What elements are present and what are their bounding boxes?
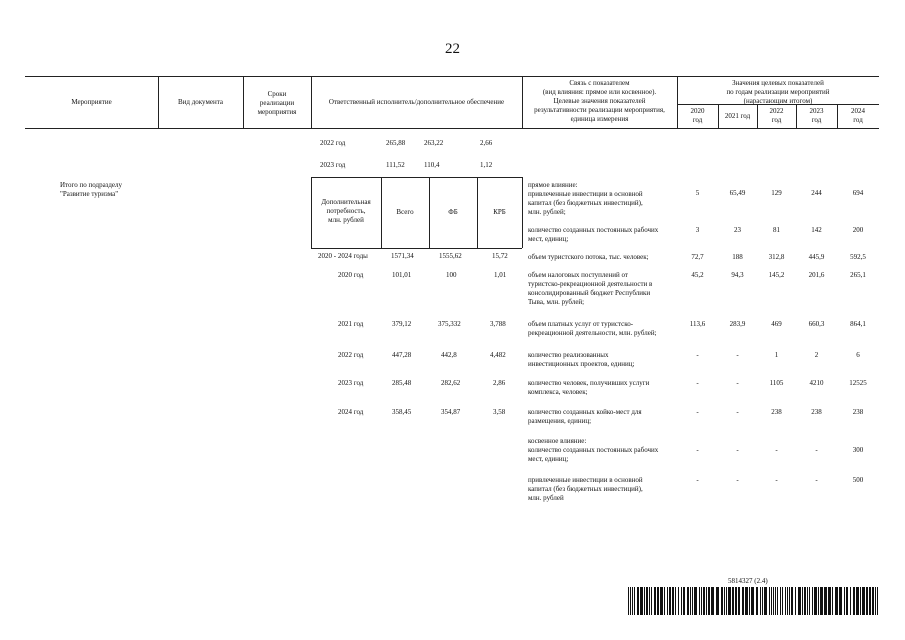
indicator-value: 94,3 — [731, 271, 744, 279]
top-row-year: 2023 год — [320, 161, 346, 169]
barcode-bar — [846, 587, 848, 615]
header-year-2022: 2022 год — [769, 107, 784, 124]
header-terms: Сроки реализации мероприятия — [257, 90, 297, 116]
barcode-bar — [644, 587, 645, 615]
barcode-bar — [809, 587, 810, 615]
indicator-value: - — [696, 351, 699, 359]
barcode-bar — [872, 587, 874, 615]
indicator-value: - — [775, 476, 778, 484]
extra-row-value: 447,28 — [392, 351, 412, 359]
header-indicator-link: Связь с показателем (вид влияния: прямое или косвенное). Целевые значения показателей результативности реализации мероприятия, единица измерения — [534, 79, 665, 123]
barcode-bar — [701, 587, 702, 615]
indicator-value: 2 — [814, 351, 819, 359]
barcode-bar — [782, 587, 783, 615]
barcode-bar — [789, 587, 790, 615]
barcode-bar — [824, 587, 827, 615]
barcode-bar — [869, 587, 871, 615]
extra-row-value: 15,72 — [492, 252, 508, 260]
indicator-value: 4210 — [809, 379, 824, 387]
barcode-bar — [632, 587, 633, 615]
indicator-text: количество созданных постоянных рабочих мест, единиц; — [528, 226, 659, 243]
extra-need-divider — [522, 177, 523, 248]
barcode-bar — [828, 587, 831, 615]
header-activity: Мероприятие — [71, 98, 112, 106]
extra-row-value: 1,01 — [494, 271, 507, 279]
barcode-bar — [751, 587, 754, 615]
indicator-value: - — [696, 408, 699, 416]
barcode-bar — [657, 587, 659, 615]
header-year-2024: 2024 год — [851, 107, 865, 124]
indicator-value: 23 — [734, 226, 741, 234]
barcode-bar — [660, 587, 663, 615]
header-top-rule — [25, 76, 879, 77]
extra-row-value: 1555,62 — [439, 252, 462, 260]
indicator-value: 145,2 — [768, 271, 785, 279]
header-target-values: Значения целевых показателей по годам реализации мероприятий (нарастающим итогом) — [726, 79, 830, 105]
extra-need-fb: ФБ — [448, 208, 458, 216]
indicator-value: 265,1 — [850, 271, 866, 279]
barcode-image — [628, 587, 878, 615]
indicator-value: 45,2 — [691, 271, 704, 279]
indicator-value: 188 — [732, 253, 743, 261]
top-row-value: 110,4 — [424, 161, 440, 169]
extra-row-year: 2020 - 2024 годы — [318, 252, 368, 260]
barcode-bar — [787, 587, 788, 615]
indicator-value: 312,8 — [768, 253, 785, 261]
indicator-value: - — [736, 446, 739, 454]
barcode-bar — [860, 587, 861, 615]
indicator-text: прямое влияние: привлеченные инвестиции в основной капитал (без бюджетных инвестиций), млн. рублей; — [528, 181, 643, 216]
barcode-bar — [664, 587, 665, 615]
indicator-value: - — [815, 446, 818, 454]
header-executor: Ответственный исполнитель/дополнительное обеспечение — [328, 98, 505, 106]
barcode-bar — [756, 587, 758, 615]
indicator-text: количество созданных койко-мест для размещения, единиц; — [528, 408, 642, 425]
extra-row-value: 282,62 — [441, 379, 461, 387]
extra-row-year: 2024 год — [338, 408, 364, 416]
indicator-value: - — [696, 379, 699, 387]
extra-row-value: 285,48 — [392, 379, 412, 387]
barcode-bar — [802, 587, 803, 615]
barcode-bar — [798, 587, 801, 615]
header-year-2020: 2020 год — [690, 107, 705, 124]
indicator-value: 864,1 — [850, 320, 866, 328]
indicator-value: 142 — [811, 226, 822, 234]
barcode-bar — [681, 587, 682, 615]
extra-row-year: 2020 год — [338, 271, 364, 279]
barcode-bar — [785, 587, 786, 615]
indicator-value: - — [696, 476, 699, 484]
barcode-bar — [694, 587, 697, 615]
extra-need-krb: КРБ — [493, 208, 506, 216]
indicator-value: - — [775, 446, 778, 454]
indicator-value: 238 — [811, 408, 822, 416]
barcode-bar — [877, 587, 878, 615]
extra-row-value: 4,482 — [490, 351, 506, 359]
barcode-bar — [850, 587, 851, 615]
extra-row-value: 375,332 — [438, 320, 461, 328]
barcode-bar — [738, 587, 740, 615]
indicator-value: 445,9 — [808, 253, 825, 261]
barcode-bar — [699, 587, 700, 615]
barcode-bar — [771, 587, 772, 615]
barcode-bar — [804, 587, 806, 615]
barcode-bar — [628, 587, 629, 615]
header-year-2021: 2021 год — [724, 112, 751, 120]
indicator-value: 5 — [695, 189, 700, 197]
barcode-bar — [814, 587, 817, 615]
barcode-bar — [726, 587, 727, 615]
barcode-bar — [667, 587, 668, 615]
barcode-bar — [672, 587, 674, 615]
extra-row-value: 358,45 — [392, 408, 412, 416]
barcode-bar — [862, 587, 865, 615]
top-row-value: 263,22 — [424, 139, 444, 147]
indicator-value: 1105 — [769, 379, 784, 387]
barcode-bar — [844, 587, 845, 615]
barcode-bar — [637, 587, 639, 615]
barcode-bar — [721, 587, 723, 615]
extra-row-year: 2021 год — [338, 320, 364, 328]
barcode-bar — [649, 587, 650, 615]
barcode-bar — [706, 587, 707, 615]
barcode-bar — [678, 587, 679, 615]
barcode-bar — [795, 587, 796, 615]
indicator-value: 3 — [695, 226, 700, 234]
indicator-value: 6 — [856, 351, 860, 359]
extra-row-value: 379,12 — [392, 320, 412, 328]
document-code: 5814327 (2.4) — [728, 577, 768, 585]
barcode-bar — [760, 587, 761, 615]
barcode-bar — [640, 587, 643, 615]
barcode-bar — [791, 587, 793, 615]
indicator-value: - — [736, 476, 739, 484]
barcode-bar — [853, 587, 855, 615]
barcode-bar — [654, 587, 656, 615]
barcode-bar — [807, 587, 808, 615]
header-bottom-rule — [25, 128, 879, 129]
extra-row-value: 101,01 — [392, 271, 412, 279]
extra-row-value: 442,8 — [441, 351, 457, 359]
barcode-bar — [832, 587, 833, 615]
top-row-value: 111,52 — [386, 161, 405, 169]
indicator-value: 200 — [852, 226, 864, 234]
barcode-bar — [745, 587, 748, 615]
barcode-bar — [820, 587, 823, 615]
indicator-value: - — [736, 351, 739, 359]
indicator-value: 238 — [852, 408, 864, 416]
indicator-value: 65,49 — [729, 189, 746, 197]
indicator-value: 1 — [774, 351, 779, 359]
indicator-value: 694 — [852, 189, 864, 197]
indicator-value: - — [696, 446, 699, 454]
barcode-bar — [866, 587, 868, 615]
barcode-bar — [777, 587, 778, 615]
barcode-bar — [687, 587, 689, 615]
barcode-bar — [769, 587, 770, 615]
page-number: 22 — [445, 41, 460, 57]
extra-need-bottom-rule — [311, 248, 522, 249]
extra-row-value: 1571,34 — [391, 252, 414, 260]
barcode-bar — [856, 587, 859, 615]
barcode-bar — [634, 587, 635, 615]
indicator-value: 500 — [852, 476, 864, 484]
barcode-bar — [669, 587, 671, 615]
extra-row-value: 3,788 — [490, 320, 506, 328]
extra-row-value: 3,58 — [493, 408, 506, 416]
indicator-value: 113,6 — [689, 320, 706, 328]
barcode-bar — [749, 587, 750, 615]
indicator-text: количество человек, получивших услуги комплекса, человек; — [528, 379, 650, 396]
barcode-bar — [708, 587, 710, 615]
barcode-bar — [775, 587, 776, 615]
extra-need-label: Дополнительная потребность, млн. рублей — [321, 198, 371, 224]
extra-row-value: 354,87 — [441, 408, 461, 416]
indicator-value: 469 — [771, 320, 782, 328]
barcode-bar — [703, 587, 705, 615]
indicator-value: - — [815, 476, 818, 484]
barcode-bar — [742, 587, 744, 615]
barcode-bar — [690, 587, 691, 615]
indicator-text: объем налоговых поступлений от туристско-рекреационной деятельности в консолидированный бюджет Республики Тыва, млн. рублей; — [528, 271, 653, 306]
indicator-value: 244 — [811, 189, 822, 197]
indicator-value: 283,9 — [729, 320, 746, 328]
indicator-value: 238 — [771, 408, 782, 416]
extra-row-value: 2,86 — [493, 379, 506, 387]
barcode-bar — [630, 587, 631, 615]
indicator-value: 72,7 — [691, 253, 704, 261]
barcode-bar — [692, 587, 693, 615]
barcode-bar — [764, 587, 767, 615]
barcode-bar — [728, 587, 731, 615]
barcode-bar — [780, 587, 781, 615]
indicator-text: объем туристского потока, тыс. человек; — [528, 253, 649, 261]
extra-need-top-rule — [311, 177, 522, 178]
barcode-bar — [875, 587, 876, 615]
indicator-text: количество реализованных инвестиционных проектов, единиц; — [528, 351, 635, 368]
indicator-value: 300 — [852, 446, 864, 454]
indicator-value: 129 — [771, 189, 782, 197]
barcode-bar — [839, 587, 842, 615]
top-row-value: 1,12 — [480, 161, 493, 169]
barcode-bar — [812, 587, 813, 615]
barcode-bar — [732, 587, 734, 615]
header-doc-type: Вид документа — [177, 98, 224, 106]
barcode-bar — [835, 587, 838, 615]
barcode-bar — [711, 587, 714, 615]
barcode-bar — [735, 587, 737, 615]
indicator-text: косвенное влияние: количество созданных постоянных рабочих мест, единиц; — [528, 437, 659, 463]
barcode-bar — [646, 587, 648, 615]
indicator-value: - — [736, 379, 739, 387]
indicator-value: 81 — [773, 226, 780, 234]
indicator-text: привлеченные инвестиции в основной капитал (без бюджетных инвестиций), млн. рублей — [528, 476, 643, 502]
barcode-bar — [683, 587, 685, 615]
header-year-2023: 2023 год — [809, 107, 824, 124]
barcode-bar — [818, 587, 819, 615]
top-row-year: 2022 год — [320, 139, 346, 147]
top-row-value: 265,88 — [386, 139, 406, 147]
indicator-value: - — [736, 408, 739, 416]
indicator-value: 660,3 — [808, 320, 825, 328]
extra-need-all: Всего — [396, 208, 414, 216]
indicator-text: объем платных услуг от туристско- рекреационной деятельности, млн. рублей; — [528, 320, 657, 337]
extra-row-year: 2023 год — [338, 379, 364, 387]
indicator-value: 592,5 — [850, 253, 866, 261]
section-title: Итого по подразделу "Развитие туризма" — [60, 181, 122, 198]
barcode-bar — [716, 587, 719, 615]
barcode-bar — [724, 587, 725, 615]
barcode-bar — [651, 587, 652, 615]
extra-row-year: 2022 год — [338, 351, 364, 359]
barcode-bar — [675, 587, 676, 615]
barcode-bar — [762, 587, 763, 615]
indicator-value: 201,6 — [808, 271, 825, 279]
barcode-bar — [773, 587, 774, 615]
top-row-value: 2,66 — [480, 139, 493, 147]
indicator-value: 12525 — [849, 379, 867, 387]
extra-row-value: 100 — [446, 271, 457, 279]
